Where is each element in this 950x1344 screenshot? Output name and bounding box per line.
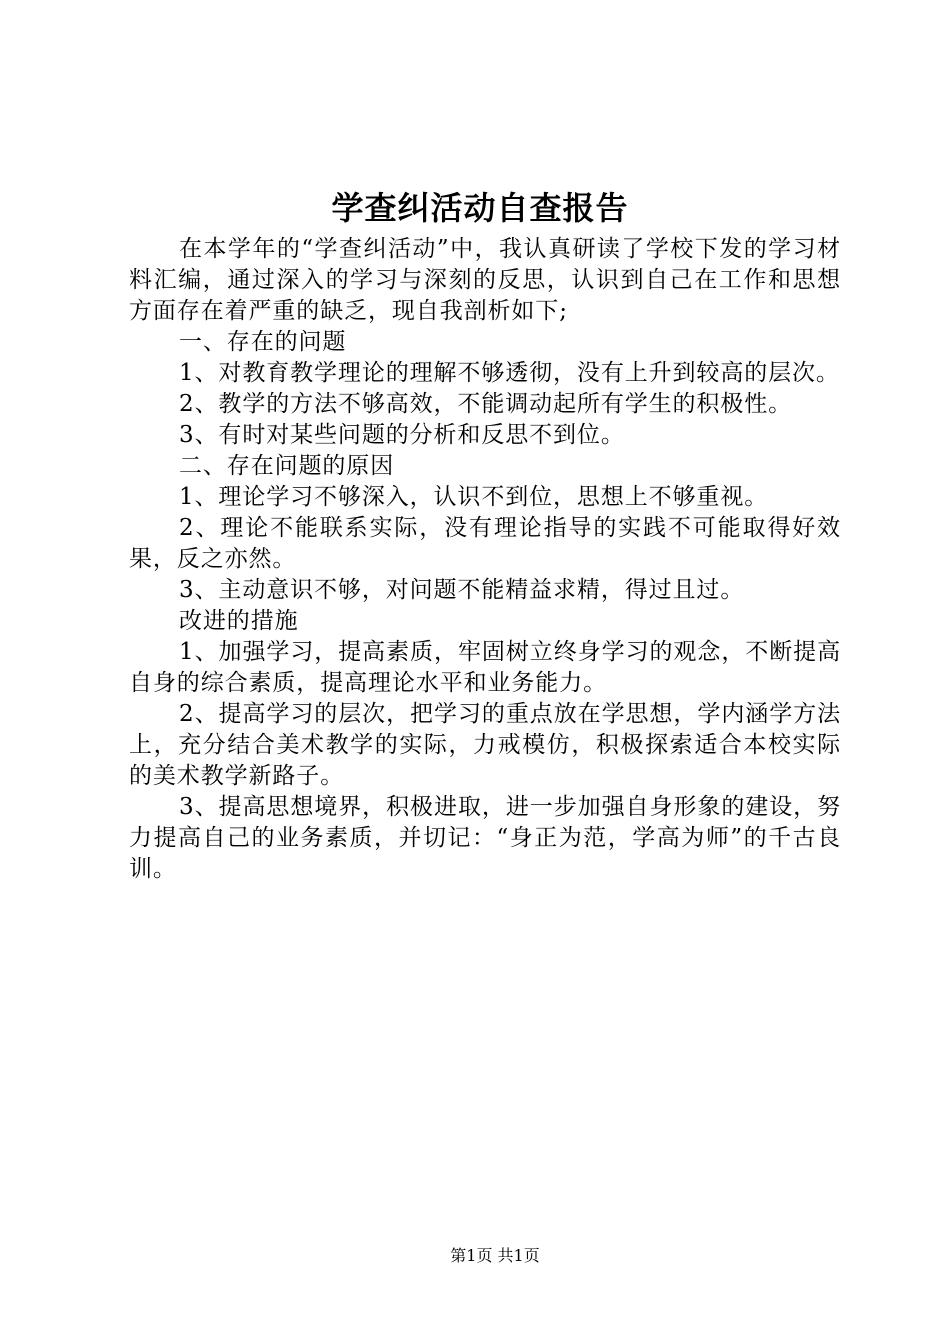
document-body	[129, 234, 841, 885]
cause-item-2: 2、理论不能联系实际，没有理论指导的实践不可能取得好效果，反之亦然。	[129, 515, 841, 572]
measure-item-1: 1、加强学习，提高素质，牢固树立终身学习的观念，不断提高自身的综合素质，提高理论水平和业务能力。	[129, 639, 841, 696]
section-heading-measures: 改进的措施	[179, 608, 299, 634]
cause-item-1: 1、理论学习不够深入，认识不到位，思想上不够重视。	[179, 484, 769, 510]
section-heading-causes: 二、存在问题的原因	[179, 453, 395, 479]
measure-item-3: 3、提高思想境界，积极进取，进一步加强自身形象的建设，努力提高自己的业务素质，并切记：“身正为范，学高为师”的千古良训。	[129, 794, 841, 882]
cause-item-3: 3、主动意识不够，对问题不能精益求精，得过且过。	[179, 577, 745, 603]
problem-item-1: 1、对教育教学理论的理解不够透彻，没有上升到较高的层次。	[179, 360, 840, 386]
document-title: 学查纠活动自查报告	[331, 189, 629, 227]
problem-item-2: 2、教学的方法不够高效，不能调动起所有学生的积极性。	[179, 391, 793, 417]
section-heading-problems: 一、存在的问题	[179, 329, 347, 355]
measure-item-2: 2、提高学习的层次，把学习的重点放在学思想，学内涵学方法上，充分结合美术教学的实际，力戒模仿，积极探索适合本校实际的美术教学新路子。	[129, 701, 841, 789]
intro-paragraph: 在本学年的“学查纠活动”中，我认真研读了学校下发的学习材料汇编，通过深入的学习与深刻的反思，认识到自己在工作和思想方面存在着严重的缺乏，现自我剖析如下;	[129, 236, 841, 324]
page-footer: 第1页 共1页	[450, 1246, 540, 1265]
problem-item-3: 3、有时对某些问题的分析和反思不到位。	[179, 422, 625, 448]
